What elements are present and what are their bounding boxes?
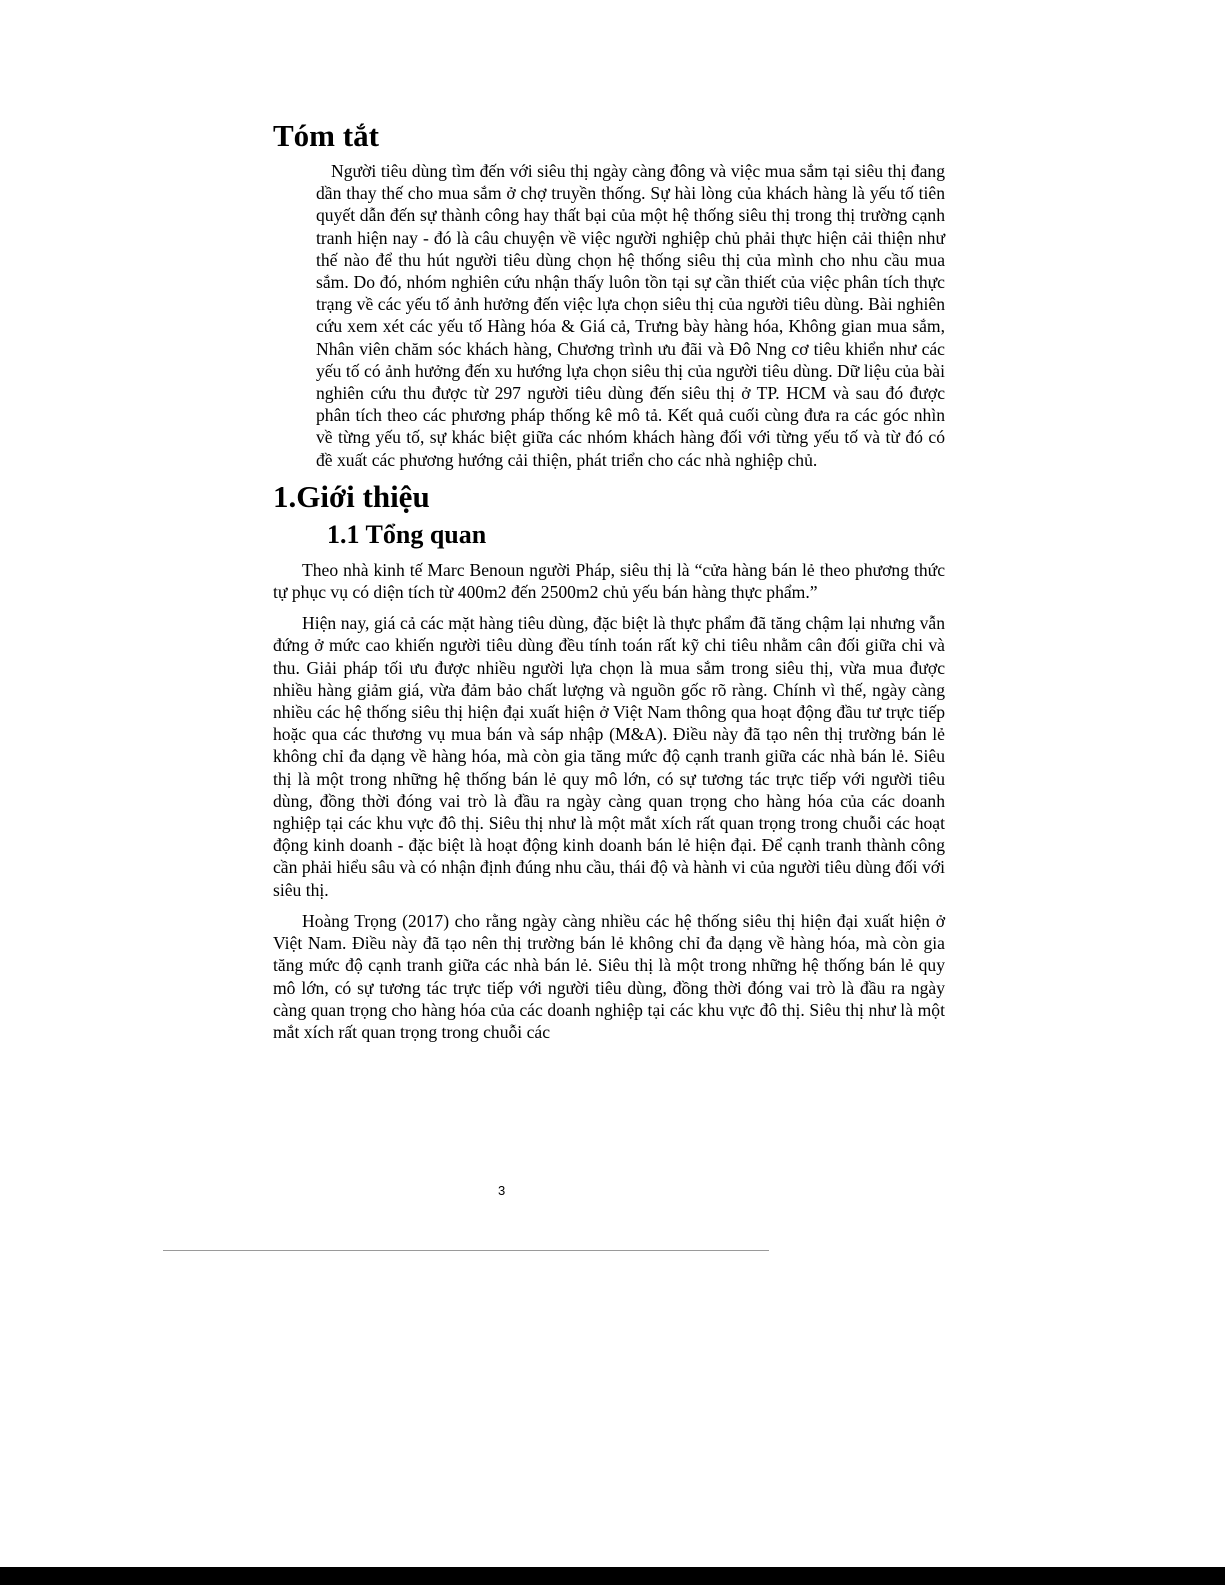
body-paragraph-1: Theo nhà kinh tế Marc Benoun người Pháp, siêu thị là “cửa hàng bán lẻ theo phương thức tự phục vụ có diện tích từ 400m2 đến 2500m2 chủ yếu bán hàng thực phẩm.”	[273, 559, 945, 603]
introduction-heading: 1.Giới thiệu	[273, 478, 430, 514]
abstract-paragraph: Người tiêu dùng tìm đến với siêu thị ngày càng đông và việc mua sắm tại siêu thị đang dần thay thế cho mua sắm ở chợ truyền thống. Sự hài lòng của khách hàng là yếu tố tiên quyết dẫn đến sự thành công hay thất bại của một hệ thống siêu thị trong thị trường cạnh tranh hiện nay - đó là câu chuyện về việc người nghiệp chủ phải thực hiện cải thiện như thế nào để thu hút người tiêu dùng chọn hệ thống siêu thị của mình cho nhu cầu mua sắm. Do đó, nhóm nghiên cứu nhận thấy luôn tồn tại sự cần thiết của việc phân tích thực trạng về các yếu tố ảnh hưởng đến việc lựa chọn siêu thị của người tiêu dùng. Bài nghiên cứu xem xét các yếu tố Hàng hóa & Giá cả, Trưng bày hàng hóa, Không gian mua sắm, Nhân viên chăm sóc khách hàng, Chương trình ưu đãi và Đô Nng cơ tiêu khiển như các yếu tố có ảnh hưởng đến xu hướng lựa chọn siêu thị của người tiêu dùng. Dữ liệu của bài nghiên cứu thu được từ 297 người tiêu dùng đến siêu thị ở TP. HCM và sau đó được phân tích theo các phương pháp thống kê mô tả. Kết quả cuối cùng đưa ra các góc nhìn về từng yếu tố, sự khác biệt giữa các nhóm khách hàng đối với từng yếu tố và từ đó có đề xuất các phương hướng cải thiện, phát triển cho các nhà nghiệp chủ.	[316, 161, 945, 470]
footer-divider	[163, 1250, 769, 1251]
abstract-heading: Tóm tắt	[273, 118, 379, 153]
overview-subheading: 1.1 Tổng quan	[327, 519, 487, 549]
bottom-edge-bar	[0, 1567, 1225, 1585]
body-paragraph-2: Hiện nay, giá cả các mặt hàng tiêu dùng, đặc biệt là thực phẩm đã tăng chậm lại nhưng vẫn đứng ở mức cao khiến người tiêu dùng đều tính toán rất kỹ chi tiêu nhằm cân đối giữa chi và thu. Giải pháp tối ưu được nhiều người lựa chọn là mua sắm trong siêu thị, vừa mua được nhiều hàng giảm giá, vừa đảm bảo chất lượng và nguồn gốc rõ ràng. Chính vì thế, ngày càng nhiều các hệ thống siêu thị hiện đại xuất hiện ở Việt Nam thông qua hoạt động đầu tư trực tiếp hoặc qua các thương vụ mua bán và sáp nhập (M&A). Điều này đã tạo nên thị trường bán lẻ không chỉ đa dạng về hàng hóa, mà còn gia tăng mức độ cạnh tranh giữa các nhà bán lẻ. Siêu thị là một trong những hệ thống bán lẻ quy mô lớn, có sự tương tác trực tiếp với người tiêu dùng, đồng thời đóng vai trò là đầu ra ngày càng quan trọng cho hàng hóa của các doanh nghiệp tại các khu vực đô thị. Siêu thị như là một mắt xích rất quan trọng trong chuỗi các hoạt động kinh doanh - đặc biệt là hoạt động kinh doanh bán lẻ hiện đại. Để cạnh tranh thành công cần phải hiểu sâu và có nhận định đúng nhu cầu, thái độ và hành vi của người tiêu dùng đối với siêu thị.	[273, 613, 945, 900]
page-content	[273, 118, 945, 1052]
body-paragraph-3: Hoàng Trọng (2017) cho rằng ngày càng nhiều các hệ thống siêu thị hiện đại xuất hiện ở Việt Nam. Điều này đã tạo nên thị trường bán lẻ không chỉ đa dạng về hàng hóa, mà còn gia tăng mức độ cạnh tranh giữa các nhà bán lẻ. Siêu thị là một trong những hệ thống bán lẻ quy mô lớn, có sự tương tác trực tiếp với người tiêu dùng, đồng thời đóng vai trò là đầu ra ngày càng quan trọng cho hàng hóa của các doanh nghiệp tại các khu vực đô thị. Siêu thị như là một mắt xích rất quan trọng trong chuỗi các	[273, 910, 945, 1042]
page-number: 3	[498, 1183, 506, 1198]
